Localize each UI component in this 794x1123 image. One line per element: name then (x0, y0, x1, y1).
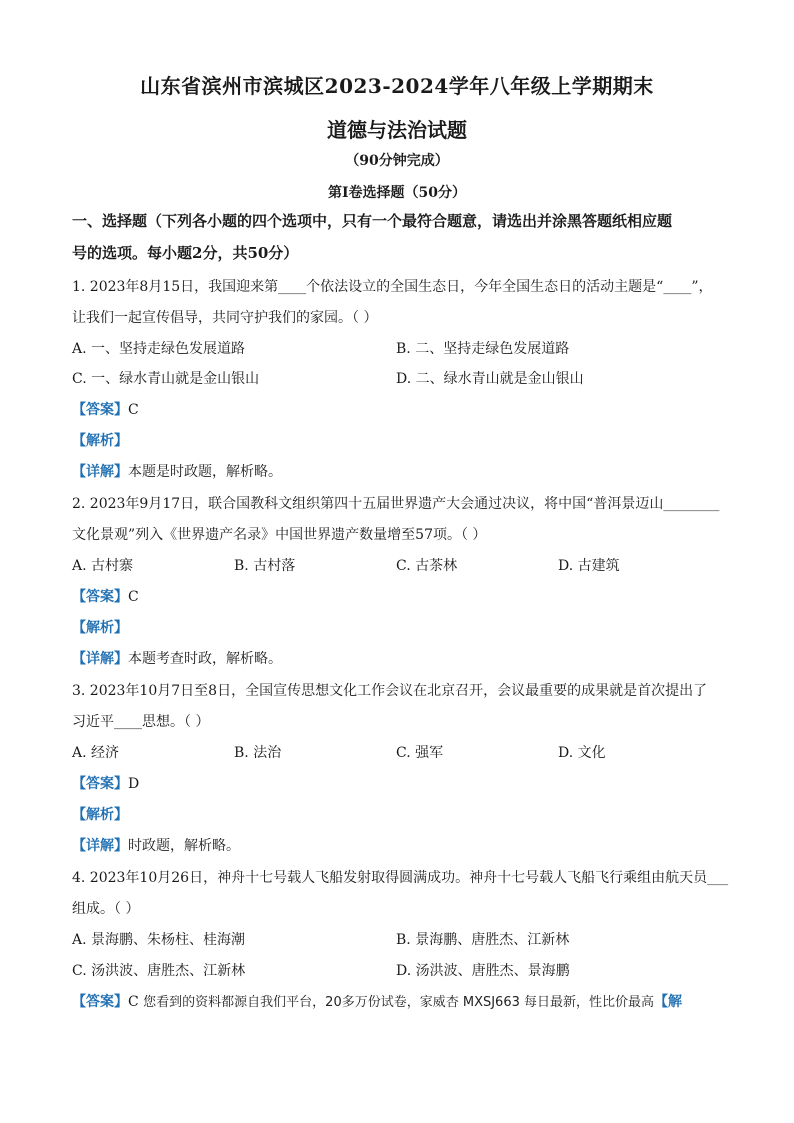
q1-option-a: A. 一、坚持走绿色发展道路 (72, 341, 246, 357)
detail-text: 本题考查时政，解析略。 (128, 651, 282, 667)
answer-value: D (128, 776, 140, 792)
answer-tag: 【答案】 (72, 402, 128, 418)
trailing-tag: 【解 (654, 994, 683, 1010)
q3-answer (72, 774, 722, 794)
q3-option-b: B. 法治 (234, 745, 282, 761)
answer-value: C (128, 994, 139, 1010)
q2-answer (72, 587, 722, 607)
analysis-tag: 【解析】 (72, 620, 128, 636)
q1-stem-line-1: 1. 2023年8月15日，我国迎来第____个依法设立的全国生态日，今年全国生态日的活动主题是“____”， (72, 279, 713, 295)
detail-tag: 【详解】 (72, 464, 128, 480)
q1-detail (72, 462, 722, 482)
q2-option-d: D. 古建筑 (558, 558, 620, 574)
q3-stem-line-1: 3. 2023年10月7日至8日，全国宣传思想文化工作会议在北京召开，会议最重要的成果就是首次提出了 (72, 683, 708, 699)
q2-stem-line-2: 文化景观”列入《世界遗产名录》中国世界遗产数量增至57项。（ ） (72, 527, 487, 543)
answer-tag: 【答案】 (72, 776, 128, 792)
q1-option-c: C. 一、绿水青山就是金山银山 (72, 371, 260, 387)
q3-option-c: C. 强军 (396, 745, 444, 761)
q3-detail (72, 836, 722, 856)
watermark-text: 您看到的资料都源自我们平台，20多万份试卷，家威杏 MXSJ663 每日最新，性比价最高 (143, 995, 655, 1010)
analysis-tag: 【解析】 (72, 433, 128, 449)
q4-option-d: D. 汤洪波、唐胜杰、景海鹏 (396, 963, 570, 979)
q3-option-d: D. 文化 (558, 745, 606, 761)
q2-stem-line-1: 2. 2023年9月17日，联合国教科文组织第四十五届世界遗产大会通过决议，将中国“普洱景迈山________ (72, 496, 720, 512)
detail-tag: 【详解】 (72, 651, 128, 667)
section-title: 第I卷选择题（50分） (327, 185, 467, 201)
q4-answer-with-watermark (72, 992, 732, 1013)
q4-option-a: A. 景海鹏、朱杨柱、桂海潮 (72, 932, 246, 948)
detail-text: 本题是时政题，解析略。 (128, 464, 282, 480)
exam-title: 山东省滨州市滨城区2023-2024学年八年级上学期期末 (140, 74, 654, 98)
q1-analysis (72, 431, 722, 451)
exam-duration: （90分钟完成） (345, 153, 449, 169)
answer-value: C (128, 402, 139, 418)
q4-option-c: C. 汤洪波、唐胜杰、江新林 (72, 963, 246, 979)
q3-stem-line-2: 习近平____思想。（ ） (72, 714, 210, 730)
instructions-line-2: 号的选项。每小题2分，共50分） (72, 244, 299, 262)
q4-stem-line-1: 4. 2023年10月26日，神舟十七号载人飞船发射取得圆满成功。神舟十七号载人飞船飞行乘组由航天员___ (72, 870, 729, 886)
q1-answer (72, 400, 722, 420)
q2-option-b: B. 古村落 (234, 558, 296, 574)
q2-option-a: A. 古村寨 (72, 558, 134, 574)
analysis-tag: 【解析】 (72, 807, 128, 823)
detail-text: 时政题，解析略。 (128, 838, 240, 854)
q2-detail (72, 649, 722, 669)
q1-option-d: D. 二、绿水青山就是金山银山 (396, 371, 584, 387)
q3-option-a: A. 经济 (72, 745, 120, 761)
answer-value: C (128, 589, 139, 605)
q2-analysis (72, 618, 722, 638)
answer-tag: 【答案】 (72, 589, 128, 605)
subject-title: 道德与法治试题 (327, 118, 467, 142)
answer-tag: 【答案】 (72, 994, 128, 1010)
q2-option-c: C. 古茶林 (396, 558, 458, 574)
q4-stem-line-2: 组成。（ ） (72, 901, 140, 917)
q4-option-b: B. 景海鹏、唐胜杰、江新林 (396, 932, 570, 948)
q1-stem-line-2: 让我们一起宣传倡导，共同守护我们的家园。（ ） (72, 310, 378, 326)
q3-analysis (72, 805, 722, 825)
detail-tag: 【详解】 (72, 838, 128, 854)
instructions-line-1: 一、选择题（下列各小题的四个选项中，只有一个最符合题意，请选出并涂黑答题纸相应题 (72, 212, 673, 230)
q1-option-b: B. 二、坚持走绿色发展道路 (396, 341, 570, 357)
